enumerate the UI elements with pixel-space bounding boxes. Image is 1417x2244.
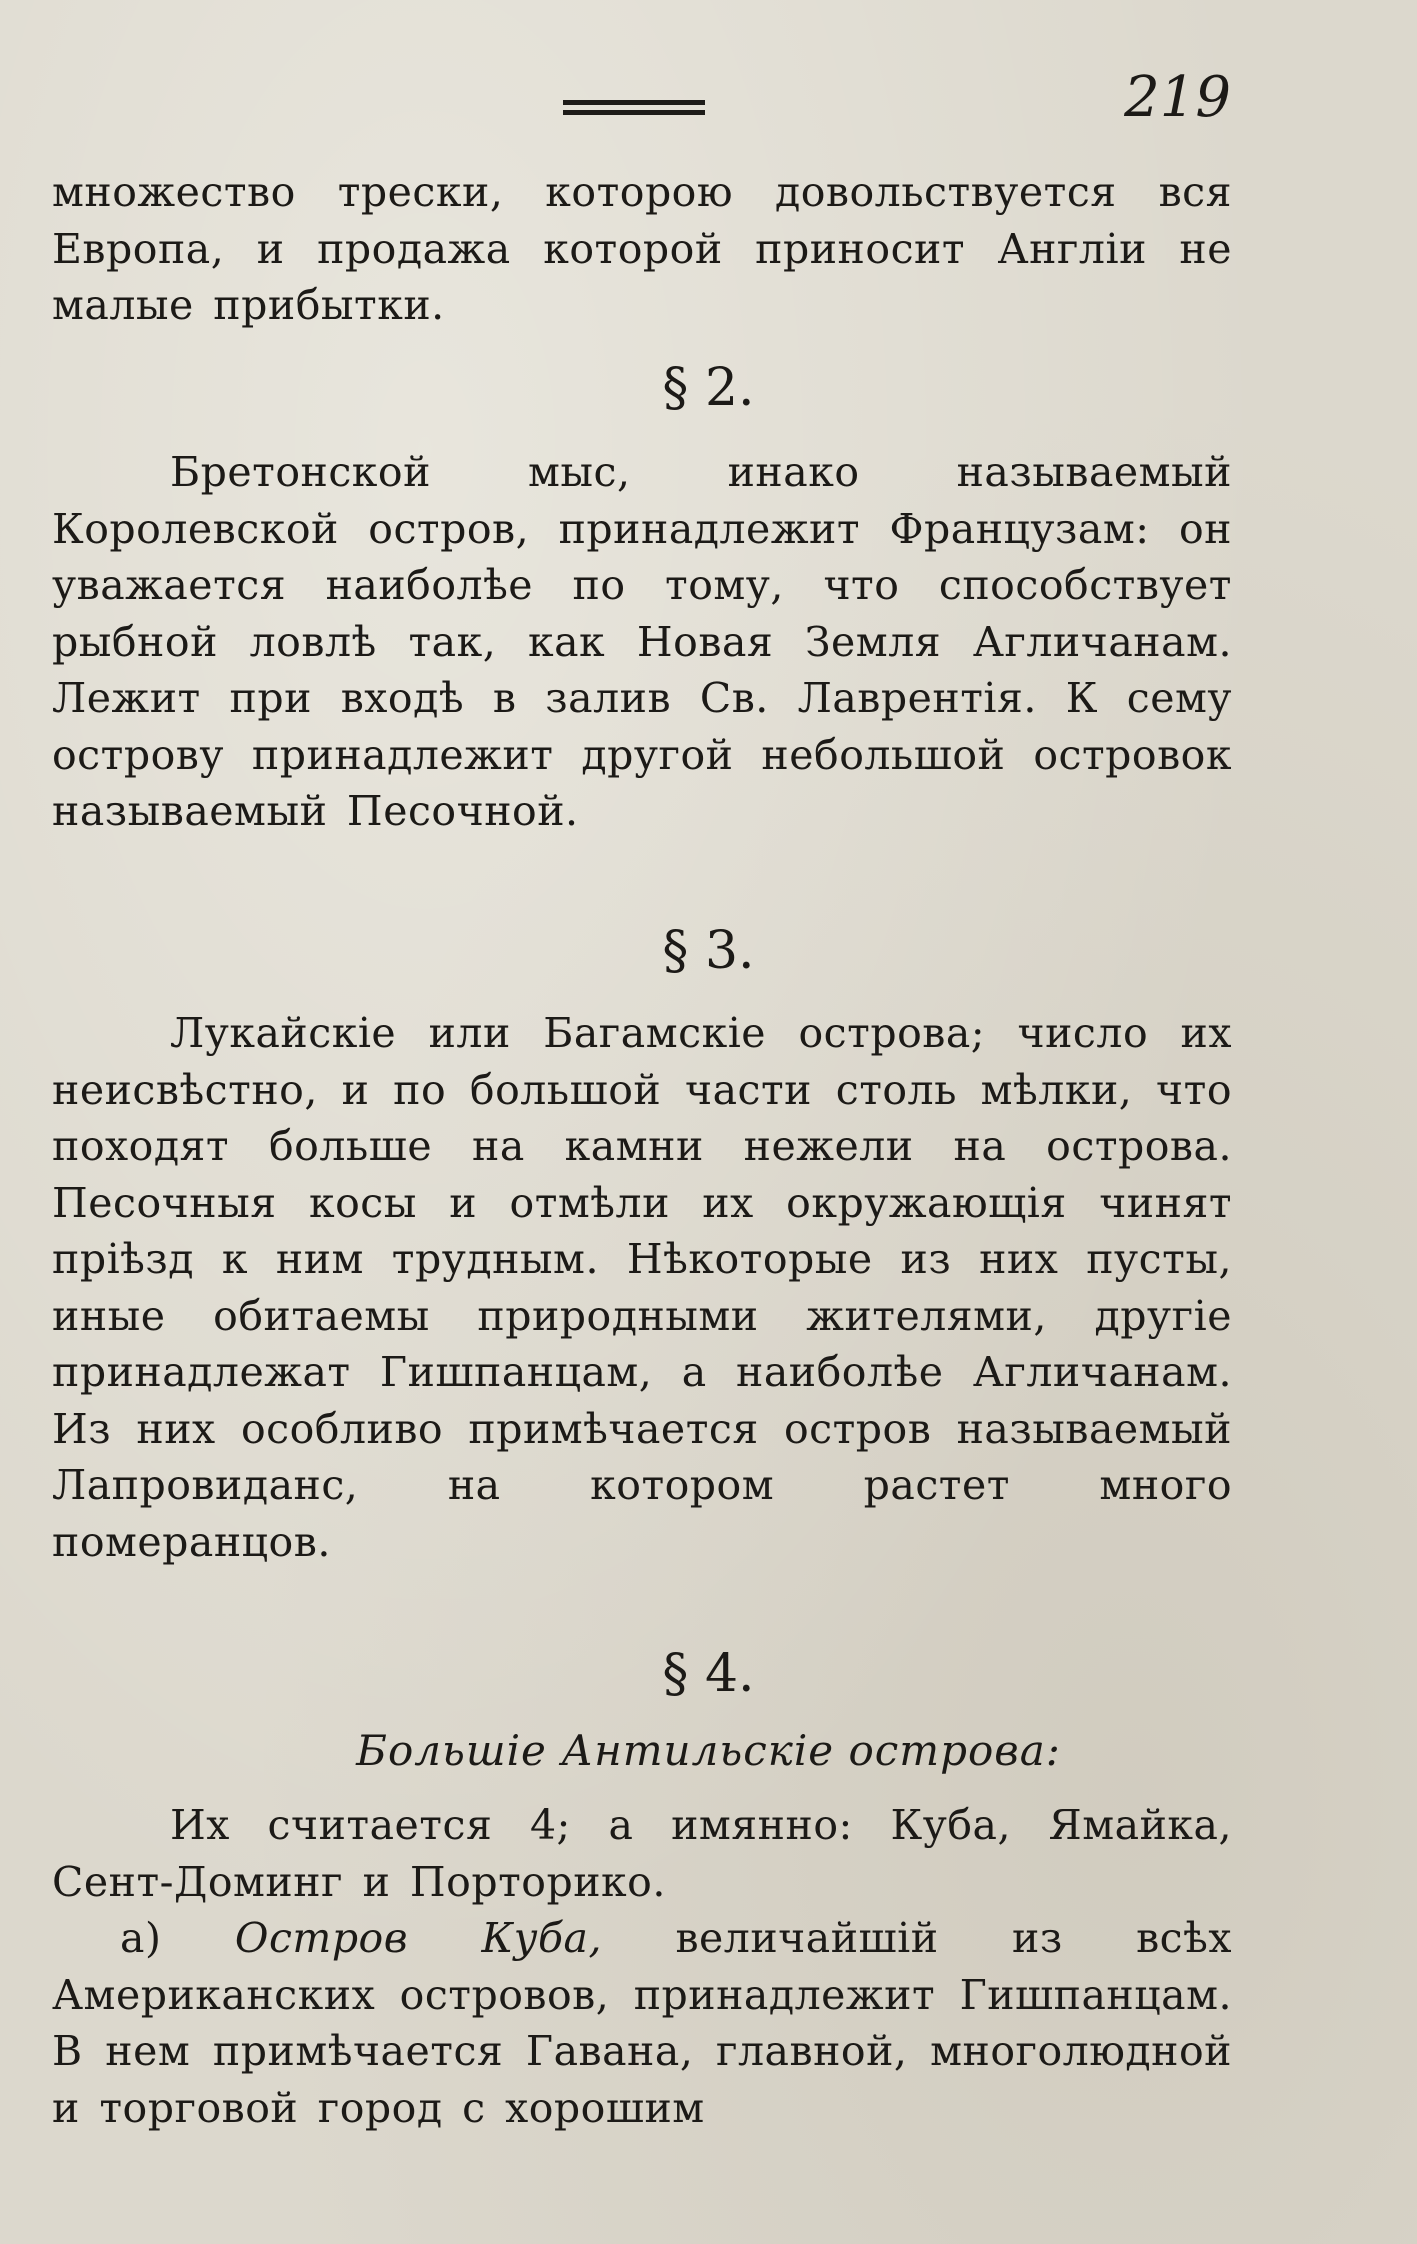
section-3-mark: § 3. — [662, 921, 755, 981]
item-a-text: величайшій из всѣх Американских островов, принадлежит Гишпанцам. В нем примѣчается Гавана, главной, многолюдной и торговой город с хорошим — [52, 1914, 1232, 2132]
section-4-subheading: Большіе Антильскіе острова: — [356, 1726, 1061, 1775]
section-3-text: Лукайскіе или Багамскіе острова; число их неисвѣстно, и по большой части столь мѣлки, что походят больше на камни нежели на острова. Песочныя косы и отмѣли их окружающія чинят пріѣзд к ним трудным. Нѣкоторые из них пусты, иные обитаемы природными жителями, другіе принадлежат Гишпанцам, а наиболѣе Агличанам. Из них особливо примѣчается остров называемый Лапровиданс, на котором растет много померанцов. — [52, 1009, 1232, 1566]
section-4-text: Их считается 4; а имянно: Куба, Ямайка, Сент-Доминг и Порторико. — [52, 1801, 1232, 1906]
section-4-mark: § 4. — [662, 1644, 755, 1704]
page-number: 219 — [1124, 65, 1231, 130]
header-rule-line — [563, 100, 705, 105]
section-2-mark: § 2. — [662, 358, 755, 418]
intro-text: множество трески, которою довольствуется вся Европа, и продажа которой приносит Англіи не малые прибытки. — [52, 168, 1232, 329]
header-rule — [563, 100, 705, 120]
section-4-paragraph — [52, 1797, 1232, 2136]
section-2-text: Бретонской мыс, инако называемый Королевской остров, принадлежит Французам: он уважается наиболѣе по тому, что способствует рыбной ловлѣ так, как Новая Земля Агличанам. Лежит при входѣ в залив Св. Лаврентія. К сему острову принадлежит другой небольшой островок называемый Песочной. — [52, 448, 1232, 835]
header-rule-line — [563, 110, 705, 115]
section-3-paragraph — [52, 1005, 1232, 1570]
item-a-letter: а) — [120, 1914, 162, 1962]
item-a-name: Остров Куба, — [234, 1914, 603, 1962]
intro-paragraph — [52, 164, 1232, 334]
section-2-paragraph — [52, 444, 1232, 840]
section-4-item-a — [52, 1910, 1232, 2136]
